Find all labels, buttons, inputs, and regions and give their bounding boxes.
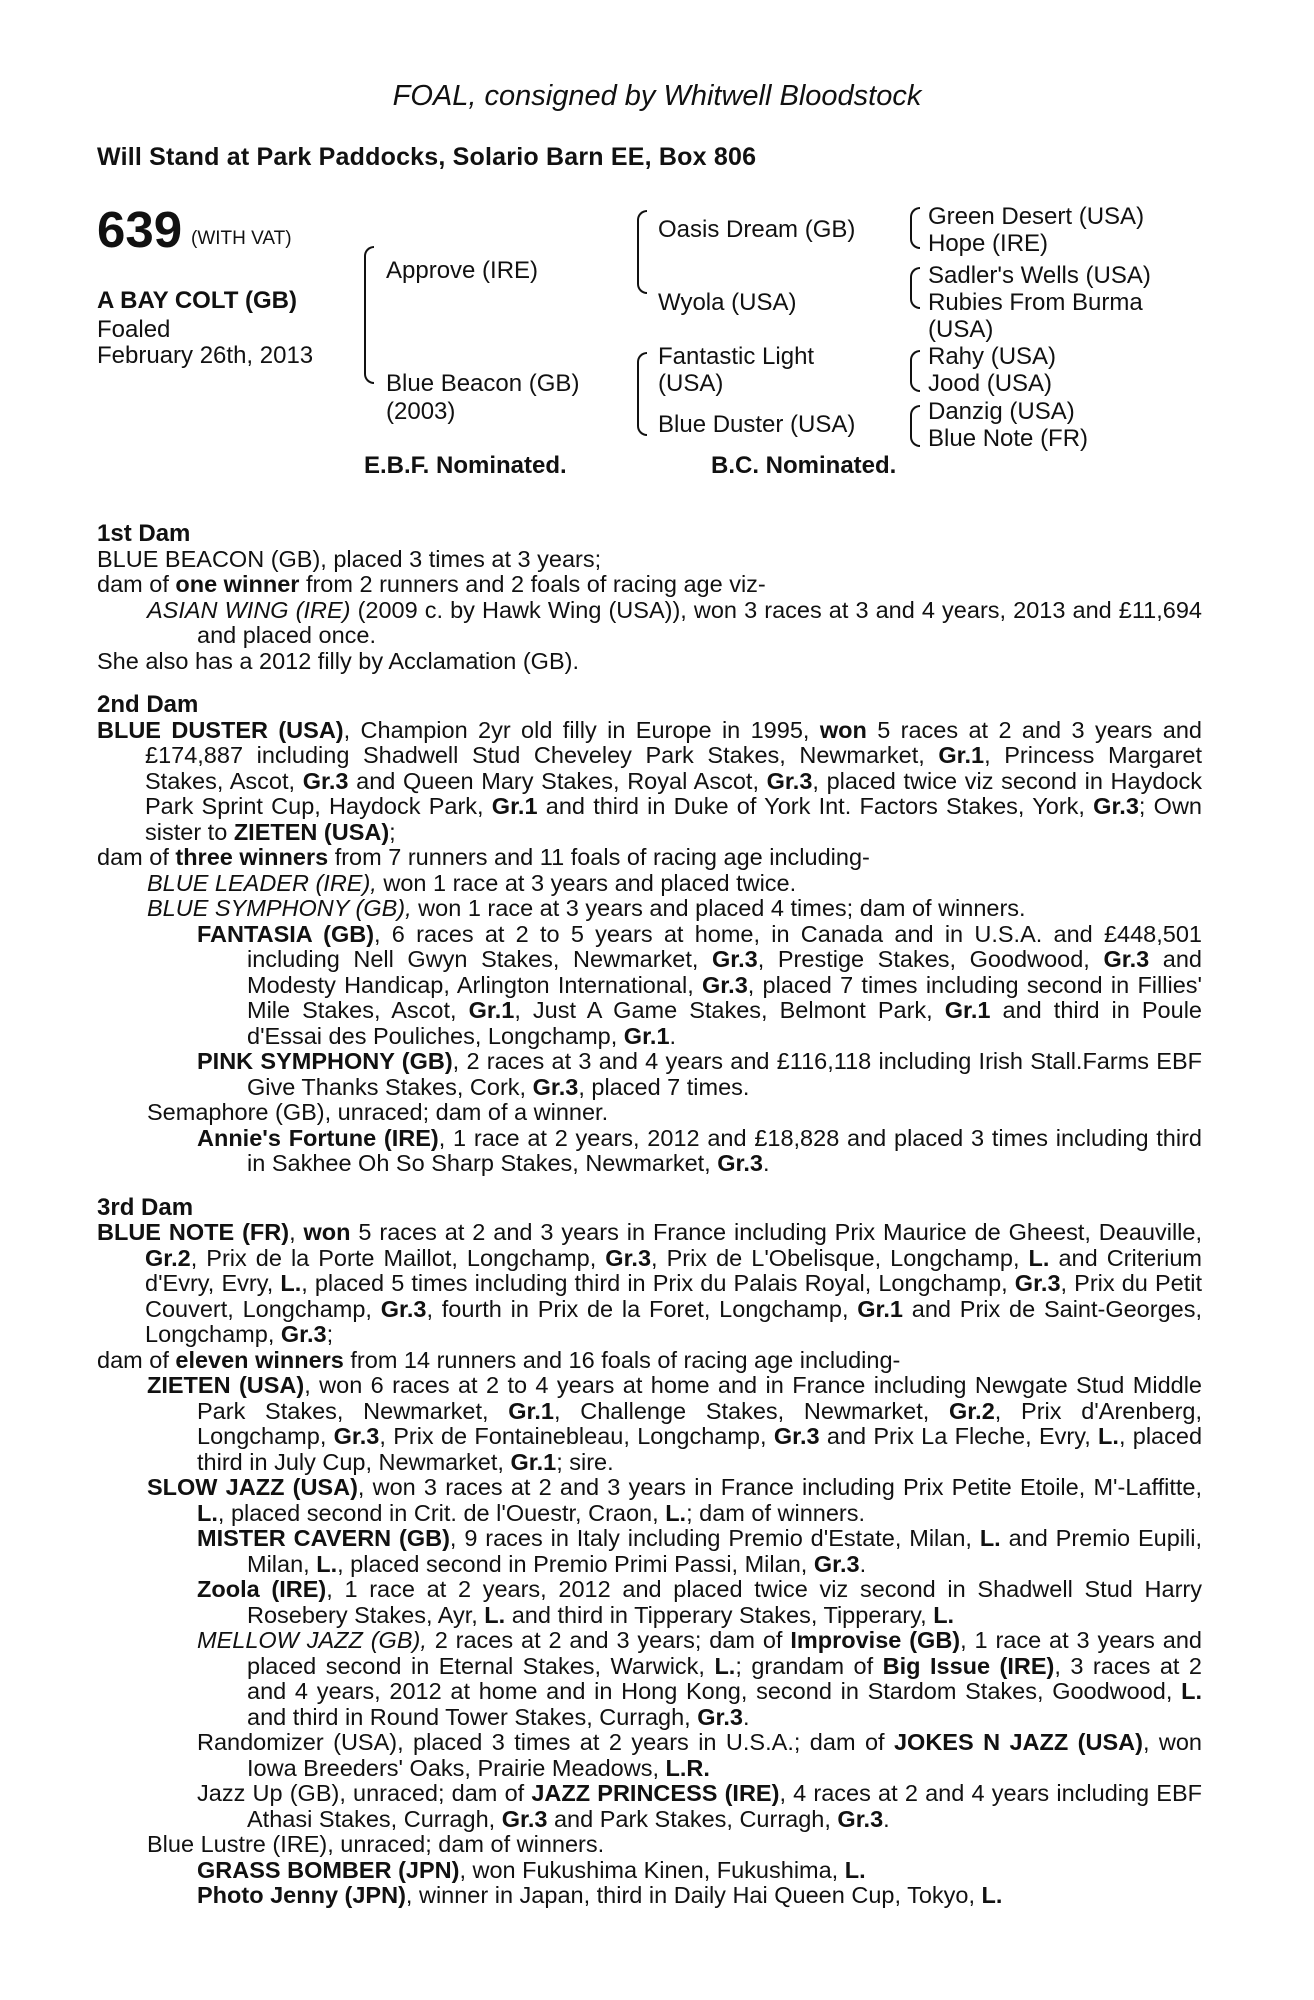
third-dam-record: BLUE NOTE (FR), won 5 races at 2 and 3 years in France including Prix Maurice de Gheest, Deauville, Gr.2, Prix de la Porte Maillot, Longchamp, Gr.3, Prix de L'Obelisque, Longchamp, L. and Criterium d'Evry, Evry, L., placed 5 times including third in Prix du Palais Royal, Longchamp, Gr.3, Prix du Petit Couvert, Longchamp, Gr.3, fourth in Prix de la Foret, Longchamp, Gr.1 and Prix de Saint-Georges, Longchamp, Gr.3; bbox=[97, 1219, 1203, 1347]
pedigree-sss: Green Desert (USA) bbox=[928, 203, 1145, 230]
third-dam-produce-summary: dam of eleven winners from 14 runners and 16 foals of racing age including- bbox=[97, 1346, 901, 1373]
pedigree-dam-year: (2003) bbox=[386, 398, 456, 425]
produce-zieten: ZIETEN (USA), won 6 races at 2 to 4 years at home and in France including Newgate Stud Middle Park Stakes, Newmarket, Gr.1, Challenge Stakes, Newmarket, Gr.2, Prix d'Arenberg, Longchamp, Gr.3, Prix de Fontainebleau, Longchamp, Gr.3 and Prix La Fleche, Evry, L., placed third in July Cup, Newmarket, Gr.1; sire. bbox=[147, 1372, 1203, 1475]
pedigree-sdd-2: (USA) bbox=[928, 316, 994, 343]
pedigree-dam: Blue Beacon (GB) bbox=[386, 370, 580, 397]
first-dam-note: She also has a 2012 filly by Acclamation (GB). bbox=[97, 647, 579, 674]
foaled-label: Foaled bbox=[97, 316, 171, 343]
produce-blue-lustre: Blue Lustre (IRE), unraced; dam of winners. bbox=[147, 1831, 605, 1857]
produce-semaphore: Semaphore (GB), unraced; dam of a winner. bbox=[147, 1099, 609, 1125]
produce-blue-symphony: BLUE SYMPHONY (GB), won 1 race at 3 years and placed 4 times; dam of winners. bbox=[147, 895, 1026, 921]
pedigree-ddd: Blue Note (FR) bbox=[928, 425, 1089, 452]
pedigree-sdd: Rubies From Burma bbox=[928, 289, 1143, 316]
ebf-nominated: E.B.F. Nominated. bbox=[364, 452, 567, 479]
second-dam-heading: 2nd Dam bbox=[97, 691, 199, 718]
produce-blue-leader: BLUE LEADER (IRE), won 1 race at 3 years and placed twice. bbox=[147, 869, 797, 896]
produce-mellow-jazz: MELLOW JAZZ (GB), 2 races at 2 and 3 years; dam of Improvise (GB), 1 race at 3 years and placed second in Eternal Stakes, Warwick, L.; grandam of Big Issue (IRE), 3 races at 2 and 4 years, 2012 at home and in Hong Kong, second in Stardom Stakes, Goodwood, L. and third in Round Tower Stakes, Curragh, Gr.3. bbox=[197, 1627, 1203, 1730]
third-dam-heading: 3rd Dam bbox=[97, 1193, 194, 1221]
page-title: FOAL, consigned by Whitwell Bloodstock bbox=[392, 80, 922, 112]
pedigree-sire-sire: Oasis Dream (GB) bbox=[658, 216, 856, 243]
pedigree-brace-ds bbox=[910, 350, 920, 392]
bc-nominated: B.C. Nominated. bbox=[711, 452, 897, 479]
catalogue-body bbox=[97, 503, 1202, 1909]
pedigree-dsd: Jood (USA) bbox=[928, 370, 1053, 397]
pedigree-brace-sd bbox=[910, 267, 920, 309]
pedigree-dss: Rahy (USA) bbox=[928, 343, 1057, 370]
lot-number: 639 bbox=[97, 201, 183, 258]
foaled-date: February 26th, 2013 bbox=[97, 342, 314, 369]
produce-randomizer: Randomizer (USA), placed 3 times at 2 years in U.S.A.; dam of JOKES N JAZZ (USA), won Iowa Breeders' Oaks, Prairie Meadows, L.R. bbox=[197, 1729, 1203, 1781]
produce-mister-cavern: MISTER CAVERN (GB), 9 races in Italy including Premio d'Estate, Milan, L. and Premio Eupili, Milan, L., placed second in Premio Primi Passi, Milan, Gr.3. bbox=[197, 1525, 1202, 1577]
pedigree-dam-sire: Fantastic Light bbox=[658, 343, 815, 370]
first-dam-line: BLUE BEACON (GB), placed 3 times at 3 years; bbox=[97, 545, 602, 572]
pedigree-sire-dam: Wyola (USA) bbox=[658, 289, 797, 316]
pedigree-brace-dd bbox=[910, 405, 920, 447]
horse-name: A BAY COLT (GB) bbox=[97, 287, 298, 314]
produce-photo-jenny: Photo Jenny (JPN), winner in Japan, third in Daily Hai Queen Cup, Tokyo, L. bbox=[197, 1882, 1003, 1908]
produce-jazz-up: Jazz Up (GB), unraced; dam of JAZZ PRINCESS (IRE), 4 races at 2 and 4 years including EBF Athasi Stakes, Curragh, Gr.3 and Park Stakes, Curragh, Gr.3. bbox=[197, 1780, 1203, 1832]
pedigree-brace-ss bbox=[910, 207, 920, 249]
pedigree-ssd: Hope (IRE) bbox=[928, 230, 1049, 257]
pedigree-dam-sire-2: (USA) bbox=[658, 370, 724, 397]
first-dam-produce-item: ASIAN WING (IRE) (2009 c. by Hawk Wing (USA)), won 3 races at 3 and 4 years, 2013 and £11,694 and placed once. bbox=[147, 596, 1202, 648]
pedigree-dds: Danzig (USA) bbox=[928, 398, 1075, 425]
pedigree-brace-dam bbox=[637, 352, 647, 436]
produce-grass-bomber: GRASS BOMBER (JPN), won Fukushima Kinen, Fukushima, L. bbox=[197, 1856, 866, 1883]
second-dam-record: BLUE DUSTER (USA), Champion 2yr old filly in Europe in 1995, won 5 races at 2 and 3 years and £174,887 including Shadwell Stud Cheveley Park Stakes, Newmarket, Gr.1, Princess Margaret Stakes, Ascot, Gr.3 and Queen Mary Stakes, Royal Ascot, Gr.3, placed twice viz second in Haydock Park Sprint Cup, Haydock Park, Gr.1 and third in Duke of York Int. Factors Stakes, York, Gr.3; Own sister to ZIETEN (USA); bbox=[97, 716, 1203, 845]
produce-zoola: Zoola (IRE), 1 race at 2 years, 2012 and placed twice viz second in Shadwell Stud Harry Rosebery Stakes, Ayr, L. and third in Tipperary Stakes, Tipperary, L. bbox=[197, 1576, 1202, 1628]
pedigree-brace-gen1 bbox=[364, 246, 374, 384]
pedigree-dam-dam: Blue Duster (USA) bbox=[658, 411, 856, 438]
pedigree-sire: Approve (IRE) bbox=[386, 257, 539, 284]
first-dam-heading: 1st Dam bbox=[97, 520, 191, 547]
pedigree-brace-sire bbox=[637, 210, 647, 294]
first-dam-produce-summary: dam of one winner from 2 runners and 2 foals of racing age viz- bbox=[97, 571, 766, 597]
produce-slow-jazz: SLOW JAZZ (USA), won 3 races at 2 and 3 years in France including Prix Petite Etoile, M'-Laffitte, L., placed second in Crit. de l'Ouestr, Craon, L.; dam of winners. bbox=[147, 1474, 1202, 1526]
produce-fantasia: FANTASIA (GB), 6 races at 2 to 5 years at home, in Canada and in U.S.A. and £448,501 including Nell Gwyn Stakes, Newmarket, Gr.3, Prestige Stakes, Goodwood, Gr.3 and Modesty Handicap, Arlington International, Gr.3, placed 7 times including second in Fillies' Mile Stakes, Ascot, Gr.1, Just A Game Stakes, Belmont Park, Gr.1 and third in Poule d'Essai des Pouliches, Longchamp, Gr.1. bbox=[197, 920, 1202, 1049]
second-dam-produce-summary: dam of three winners from 7 runners and 11 foals of racing age including- bbox=[97, 844, 870, 870]
produce-pink-symphony: PINK SYMPHONY (GB), 2 races at 3 and 4 years and £116,118 including Irish Stall.Farms EBF Give Thanks Stakes, Cork, Gr.3, placed 7 times. bbox=[197, 1048, 1202, 1100]
stand-location: Will Stand at Park Paddocks, Solario Barn EE, Box 806 bbox=[97, 143, 757, 171]
pedigree-sds: Sadler's Wells (USA) bbox=[928, 262, 1151, 289]
produce-annies-fortune: Annie's Fortune (IRE), 1 race at 2 years, 2012 and £18,828 and placed 3 times including third in Sakhee Oh So Sharp Stakes, Newmarket, Gr.3. bbox=[197, 1124, 1202, 1176]
lot-vat-note: (WITH VAT) bbox=[191, 228, 292, 249]
